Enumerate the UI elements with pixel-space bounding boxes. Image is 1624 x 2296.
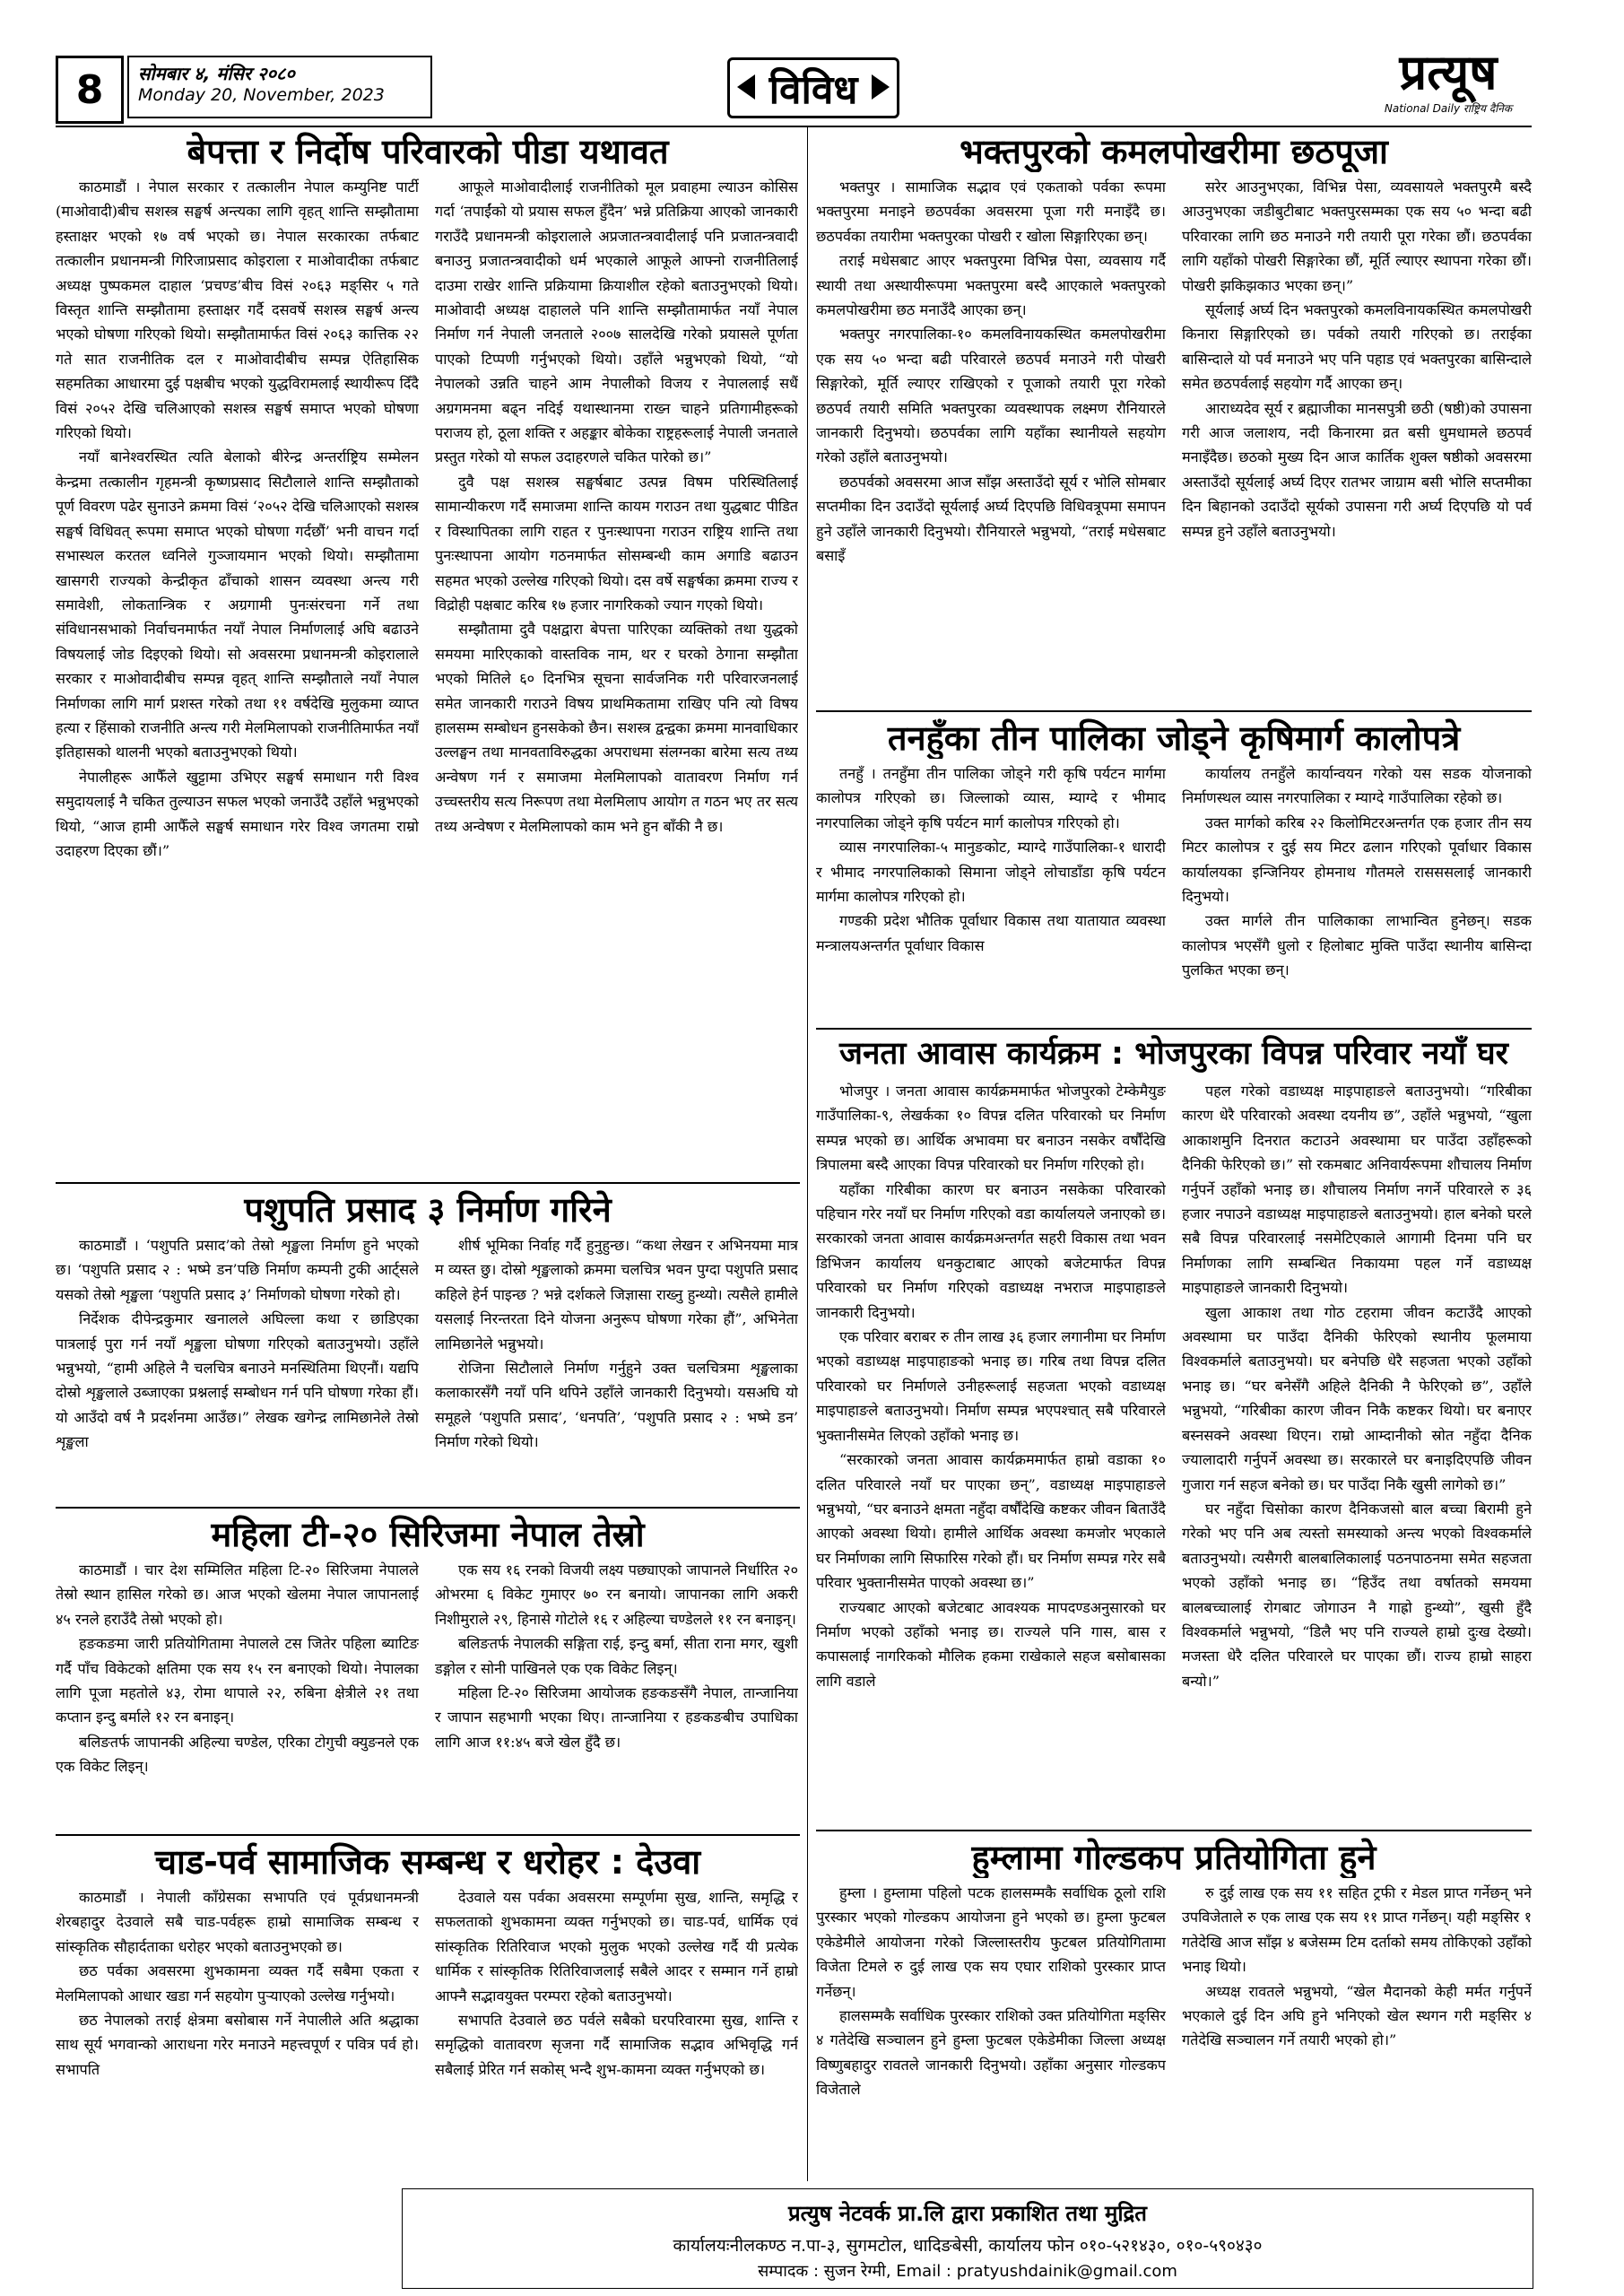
date-english: Monday 20, November, 2023 [138, 85, 385, 105]
paragraph: रु दुई लाख एक सय ११ सहित ट्रफी र मेडल प्राप्त गर्नेछन् भने उपविजेताले रु एक लाख एक सय ११ प्राप्त गर्नेछन्। यही मङ्सिर १ गतेदेखि आज साँझ ४ बजेसम्म टिम दर्ताको समय तोकिएको उहाँको भनाइ थियो। [1182, 1884, 1532, 1976]
paragraph: बलिङतर्फ नेपालकी सङ्गिता राई, इन्दु बर्मा, सीता राना मगर, खुशी डङ्गोल र सोनी पाखिनले एक एक विकेट लिइन्। [435, 1635, 798, 1677]
paragraph: हालसम्मकै सर्वाधिक पुरस्कार राशिको उक्त प्रतियोगिता मङ्सिर ४ गतेदेखि सञ्चालन हुने हुम्ला फुटबल एकेडेमीका जिल्ला अध्यक्ष विष्णुबहादुर रावतले जानकारी दिनुभयो। उहाँका अनुसार गोल्डकप विजेताले [816, 2007, 1166, 2099]
article-chhath-col1 [816, 175, 1166, 704]
paragraph: उक्त मार्गले तीन पालिकाका लाभान्वित हुनेछन्। सडक कालोपत्र भएसँगै धुलो र हिलोबाट मुक्ति पाउँदा स्थानीय बासिन्दा पुलकित भएका छन्। [1182, 912, 1532, 979]
headline-gold-cup: हुम्लामा गोल्डकप प्रतियोगिता हुने [971, 1838, 1376, 1877]
paragraph: तराई मधेसबाट आएर भक्तपुरमा विभिन्न पेसा, व्यवसाय गर्दै स्थायी तथा अस्थायीरूपमा भक्तपुरमा बस्दै आएकाले भक्तपुरको कमलपोखरीमा छठ मनाउँदै आएका छन्। [816, 252, 1166, 319]
article-women-t20-col1 [56, 1558, 419, 1827]
paragraph: पहल गरेको वडाध्यक्ष माइपाहाङले बताउनुभयो। “गरिबीका कारण धेरै परिवारको अवस्था दयनीय छ”, उहाँले भन्नुभयो, “खुला आकाशमुनि दिनरात कटाउने अवस्थामा घर पाउँदा उहाँहरूको दैनिकी फेरिएको छ।” सो रकमबाट अनिवार्यरूपमा शौचालय निर्माण गर्नुपर्ने उहाँको भनाइ छ। शौचालय निर्माण नगर्ने परिवारले रु ३६ हजार नपाउने वडाध्यक्ष माइपाहाङले बताउनुभयो। हाल बनेको घरले सबै विपन्न परिवारलाई नसमेटिएकाले आगामी दिनमा पनि घर निर्माणका लागि सम्बन्धित निकायमा पहल गर्ने वडाध्यक्ष माइपाहाङले जानकारी दिनुभयो। [1182, 1083, 1532, 1297]
article-pashupati-col1 [56, 1233, 419, 1502]
paragraph: भक्तपुर नगरपालिका-१० कमलविनायकस्थित कमलपोखरीमा एक सय ५० भन्दा बढी परिवारले छठपर्व मनाउने गरी पोखरी सिङ्गारेको, मूर्ति ल्याएर राखिएको र पूजाको तयारी पूरा गरेको छठपर्व तयारी समिति भक्तपुरका व्यवस्थापक लक्ष्मण रौनियारले जानकारी दिनुभयो। छठपर्वका लागि यहाँका स्थानीयले सहयोग गरेको उहाँले बताउनुभयो। [816, 326, 1166, 466]
paragraph: छठपर्वको अवसरमा आज साँझ अस्ताउँदो सूर्य र भोलि सोमबार सप्तमीका दिन उदाउँदो सूर्यलाई अर्घ्य दिएपछि विधिवत्रूपमा समापन हुने उहाँले जानकारी दिनुभयो। रौनियारले भन्नुभयो, “तराई मधेसबाट बसाइँ [816, 473, 1166, 565]
paragraph: नयाँ बानेश्वरस्थित त्यति बेलाको बीरेन्द्र अन्तर्राष्ट्रिय सम्मेलन केन्द्रमा तत्कालीन गृहमन्त्री कृष्णप्रसाद सिटौलाले शान्ति सम्झौताको पूर्ण विवरण पढेर सुनाउने क्रममा विसं ‘२०५२ देखि चलिआएको सशस्त्र सङ्घर्ष विधिवत् रूपमा समाप्त भएको घोषणा गर्दछौं’ भनी वाचन गर्दा सभास्थल करतल ध्वनिले गुञ्जायमान भएको थियो। सम्झौतामा खासगरी राज्यको केन्द्रीकृत ढाँचाको शासन व्यवस्था अन्त्य गरी समावेशी, लोकतान्त्रिक र अग्रगामी पुनःसंरचना गर्ने तथा संविधानसभाको निर्वाचनमार्फत नयाँ नेपाल निर्माणलाई अघि बढाउने विषयलाई जोड दिइएको थियो। सो अवसरमा प्रधानमन्त्री कोइरालाले सरकार र माओवादीबीच सम्पन्न वृहत् शान्ति सम्झौताले नयाँ नेपाल निर्माणका लागि मार्ग प्रशस्त गरेको तथा ११ वर्षदेखि मुलुकमा व्याप्त हत्या र हिंसाको राजनीति अन्त्य गरी मेलमिलापको राजनीतिमार्फत नयाँ इतिहासको थालनी भएको बताउनुभएको थियो। [56, 448, 419, 761]
paragraph: छठ पर्वका अवसरमा शुभकामना व्यक्त गर्दै सबैमा एकता र मेलमिलापको आधार खडा गर्न सहयोग पुऱ्याएको उल्लेख गर्नुभयो। [56, 1962, 419, 2005]
paragraph: सूर्यलाई अर्घ्य दिन भक्तपुरको कमलविनायकस्थित कमलपोखरी किनारा सिङ्गारिएको छ। पर्वको तयारी गरिएको छ। तराईका बासिन्दाले यो पर्व मनाउने भए पनि पहाड एवं भक्तपुरका बासिन्दाले समेत छठपर्वलाई सहयोग गर्दै आएका छन्। [1182, 301, 1532, 393]
imprint-box [402, 2188, 1533, 2289]
imprint-publisher: प्रत्युष नेटवर्क प्रा.लि द्वारा प्रकाशित तथा मुद्रित [787, 2201, 1147, 2226]
rule-janata-awas-end [816, 1830, 1532, 1831]
article-women-t20-col2 [435, 1558, 798, 1827]
paragraph: बलिङतर्फ जापानकी अहिल्या चण्डेल, एरिका टोगुची क्युङनले एक एक विकेट लिइन्। [56, 1733, 419, 1776]
article-chhath-col2 [1182, 175, 1532, 704]
headline-janata-awas: जनता आवास कार्यक्रम : भोजपुरका विपन्न परिवार नयाँ घर [839, 1036, 1508, 1072]
section-title-box [727, 57, 900, 118]
paragraph: हुम्ला । हुम्लामा पहिलो पटक हालसम्मकै सर्वाधिक ठूलो राशि पुरस्कार भएको गोल्डकप आयोजना हुने भएको छ। हुम्ला फुटबल एकेडेमीले आयोजना गरेको जिल्लास्तरीय फुटबल प्रतियोगितामा विजेता टिमले रु दुई लाख एक सय एघार राशिको पुरस्कार प्राप्त गर्नेछन्। [816, 1884, 1166, 2000]
paragraph: भक्तपुर । सामाजिक सद्भाव एवं एकताको पर्वका रूपमा भक्तपुरमा मनाइने छठपर्वका अवसरमा पूजा गरी मनाइँदै छ। छठपर्वका तयारीमा भक्तपुरका पोखरी र खोला सिङ्गारिएका छन्। [816, 178, 1166, 245]
paragraph: काठमाडौं । नेपाली काँग्रेसका सभापति एवं पूर्वप्रधानमन्त्री शेरबहादुर देउवाले सबै चाड-पर्वहरू हाम्रो सामाजिक सम्बन्ध र सांस्कृतिक सौहार्दताका धरोहर भएको बताउनुभएको छ। [56, 1889, 419, 1955]
paragraph: उक्त मार्गको करिब २२ किलोमिटरअन्तर्गत एक हजार तीन सय मिटर कालोपत्र र दुई सय मिटर ढलान गरिएको पूर्वाधार विकास कार्यालयका इन्जिनियर होमनाथ गौतमले रासससलाई जानकारी दिनुभयो। [1182, 813, 1532, 906]
paragraph: सम्झौतामा दुवै पक्षद्वारा बेपत्ता पारिएका व्यक्तिको तथा युद्धको समयमा मारिएकाको वास्तविक नाम, थर र घरको ठेगाना सम्झौता भएको मितिले ६० दिनभित्र सूचना सार्वजनिक गरी परिवारजनलाई समेत जानकारी गराउने विषय प्राथमिकतामा राखिए पनि त्यो विषय हालसम्म सम्बोधन हुनसकेको छैन। सशस्त्र द्वन्द्वका क्रममा मानवाधिकार उल्लङ्घन तथा मानवताविरुद्धका अपराधमा संलग्नका बारेमा सत्य तथ्य अन्वेषण गर्न र समाजमा मेलमिलापको वातावरण निर्माण गर्न उच्चस्तरीय सत्य निरूपण तथा मेलमिलाप आयोग त गठन भए तर सत्य तथ्य अन्वेषण र मेलमिलापको काम भने हुन बाँकी नै छ। [435, 621, 798, 835]
paragraph: अध्यक्ष रावतले भन्नुभयो, “खेल मैदानको केही मर्मत गर्नुपर्ने भएकाले दुई दिन अघि हुने भनिएको खेल स्थगन गरी मङ्सिर ४ गतेदेखि सञ्चालन गर्ने तयारी भएको हो।” [1182, 1982, 1532, 2049]
paragraph: घर नहुँदा चिसोका कारण दैनिकजसो बाल बच्चा बिरामी हुने गरेको भए पनि अब त्यस्तो समस्याको अन्त्य भएको विश्वकर्माले बताउनुभयो। त्यसैगरी बालबालिकालाई पठनपाठनमा समेत सहजता भएको उहाँको भनाइ छ। “हिउँद तथा वर्षातको समयमा बालबच्चालाई रोगबाट जोगाउन नै गाह्रो हुन्थ्यो”, खुसी हुँदै विश्वकर्माले भन्नुभयो, “डिलै भए पनि राज्यले हाम्रो दुःख देख्यो। मजस्ता धेरै दलित परिवारले घर पाएका छौं। राज्य हाम्रो साहरा बन्यो।” [1182, 1500, 1532, 1690]
paragraph: छठ नेपालको तराई क्षेत्रमा बसोबास गर्ने नेपालीले अति श्रद्धाका साथ सूर्य भगवान्को आराधना गरेर मनाउने महत्त्वपूर्ण र पवित्र पर्व हो। सभापति [56, 2012, 419, 2078]
article-krishimarga-col2 [1182, 761, 1532, 1022]
paragraph: हङकङमा जारी प्रतियोगितामा नेपालले टस जितेर पहिला ब्याटिङ गर्दै पाँच विकेटको क्षतिमा एक सय १५ रन बनाएको थियो। नेपालका लागि पूजा महतोले ४३, रोमा थापाले २२, रुबिना क्षेत्रीले २१ तथा कप्तान इन्दु बर्माले १२ रन बनाइन्। [56, 1635, 419, 1726]
paragraph: भोजपुर । जनता आवास कार्यक्रममार्फत भोजपुरको टेम्केमैयुङ गाउँपालिका-९, लेखर्कका १० विपन्न दलित परिवारको घर निर्माण सम्पन्न भएको छ। आर्थिक अभावमा घर बनाउन नसकेर वर्षौंदेखि त्रिपालमा बस्दै आएका विपन्न परिवारको घर निर्माण गरिएको हो। [816, 1083, 1166, 1174]
paragraph: कार्यालय तनहुँले कार्यान्वयन गरेको यस सडक योजनाको निर्माणस्थल व्यास नगरपालिका र म्याग्दे गाउँपालिका रहेको छ। [1182, 765, 1532, 807]
arrow-left-icon [737, 74, 755, 100]
paragraph: आराध्यदेव सूर्य र ब्रह्माजीका मानसपुत्री छठी (षष्ठी)को उपासना गरी आज जलाशय, नदी किनारमा व्रत बसी धुमधामले छठपर्व मनाइँदैछ। छठको मुख्य दिन आज कार्तिक शुक्ल षष्ठीको अवसरमा अस्ताउँदो सूर्यलाई अर्घ्य दिएर रातभर जाग्राम बसी भोलि सप्तमीका दिन बिहानको उदाउँदो सूर्यको उपासना गरी अर्घ्य दिएपछि यो पर्व सम्पन्न हुने उहाँले बताउनुभयो। [1182, 399, 1532, 540]
paragraph: रोजिना सिटौलाले निर्माण गर्नुहुने उक्त चलचित्रमा शृङ्खलाका कलाकारसँगै नयाँ पनि थपिने उहाँले जानकारी दिनुभयो। यसअघि यो समूहले ‘पशुपति प्रसाद’, ‘धनपति’, ‘पशुपति प्रसाद २ : भष्मे डन’ निर्माण गरेको थियो। [435, 1360, 798, 1451]
paragraph: काठमाडौं । ‘पशुपति प्रसाद’को तेस्रो शृङ्खला निर्माण हुने भएको छ। ‘पशुपति प्रसाद २ : भष्मे डन’पछि निर्माण कम्पनी टुकी आर्ट्सले यसको तेस्रो शृङ्खला ‘पशुपति प्रसाद ३’ निर्माणको घोषणा गरेको हो। [56, 1237, 419, 1303]
newspaper-logo [1323, 43, 1574, 129]
paragraph: गण्डकी प्रदेश भौतिक पूर्वाधार विकास तथा यातायात व्यवस्था मन्त्रालयअन्तर्गत पूर्वाधार विकास [816, 912, 1166, 954]
imprint-office: कार्यालयःनीलकण्ठ न.पा-३, सुगमटोल, धादिङबेसी, कार्यालय फोन ०१०-५२१४३०, ०१०-५९०४३० [673, 2236, 1263, 2256]
headline-pashupati: पशुपति प्रसाद ३ निर्माण गरिने [244, 1190, 612, 1230]
article-chad-parva-col1 [56, 1885, 419, 2181]
article-krishimarga-col1 [816, 761, 1166, 1022]
article-missing-col2 [435, 175, 798, 1175]
paragraph: काठमाडौं । नेपाल सरकार र तत्कालीन नेपाल कम्युनिष्ट पार्टी (माओवादी)बीच सशस्त्र सङ्घर्ष अन्त्यका लागि वृहत् शान्ति सम्झौतामा हस्ताक्षर भएको १७ वर्ष भएको छ। नेपाल सरकारका तर्फबाट तत्कालीन प्रधानमन्त्री गिरिजाप्रसाद कोइराला र माओवादीका तर्फबाट अध्यक्ष पुष्पकमल दाहाल ‘प्रचण्ड’बीच विसं २०६३ मङ्सिर ५ गते विस्तृत शान्ति सम्झौतामा हस्ताक्षर गर्दै दसवर्षे सशस्त्र सङ्घर्ष अन्त्य भएको घोषणा गरिएको थियो। सम्झौतामार्फत विसं २०६३ कात्तिक २२ गते सात राजनीतिक दल र माओवादीबीच सम्पन्न ऐतिहासिक सहमतिका आधारमा दुई पक्षबीच भएको युद्धविरामलाई स्थायीरूप दिँदै विसं २०५२ देखि चलिआएको सशस्त्र सङ्घर्ष समाप्त भएको घोषणा गरिएको थियो। [56, 178, 419, 442]
logo-text: प्रत्यूष [1399, 43, 1498, 100]
article-janata-awas-col1 [816, 1079, 1166, 1823]
page-number: 8 [56, 56, 124, 124]
paragraph: शीर्ष भूमिका निर्वाह गर्दै हुनुहुन्छ। “कथा लेखन र अभिनयमा मात्र म व्यस्त छु। दोस्रो शृङ्खलाको क्रममा चलचित्र भवन पुग्दा पशुपति प्रसाद कहिले हेर्न पाइन्छ ? भन्ने दर्शकले जिज्ञासा राख्नु हुन्थ्यो। त्यसैले हामीले यसलाई निरन्तरता दिने योजना अनुरूप घोषणा गरेका हौं”, अभिनेता लामिछानेले भन्नुभयो। [435, 1237, 798, 1352]
column-divider [807, 127, 808, 2181]
paragraph: काठमाडौं । चार देश सम्मिलित महिला टि-२० सिरिजमा नेपालले तेस्रो स्थान हासिल गरेको छ। आज भएको खेलमा नेपाल जापानलाई ४५ रनले हराउँदै तेस्रो भएको हो। [56, 1561, 419, 1628]
rule-chhath-end [816, 710, 1532, 712]
paragraph: आफूले माओवादीलाई राजनीतिको मूल प्रवाहमा ल्याउन कोसिस गर्दा ‘तपाईंको यो प्रयास सफल हुँदैन’ भन्ने प्रतिक्रिया आएको जानकारी गराउँदै प्रधानमन्त्री कोइरालाले अप्रजातन्त्रवादीलाई पनि प्रजातन्त्रवादी बनाउनु प्रजातन्त्रवादीको धर्म भएकाले आफूले आफ्नो राजनीतिलाई दाउमा राखेर शान्ति प्रक्रियामा क्रियाशील रहेको बताउनुभएको थियो। माओवादी अध्यक्ष दाहालले पनि शान्ति सम्झौतामार्फत नयाँ नेपाल निर्माण गर्न नेपाली जनताले २००७ सालदेखि गरेको प्रयासले पूर्णता पाएको टिप्पणी गर्नुभएको थियो। उहाँले भन्नुभएको थियो, “यो नेपालको उन्नति चाहने आम नेपालीको विजय र नेपाललाई सधैं अग्रगमनमा बढ्न नदिई यथास्थानमा राख्न चाहने प्रतिगामीहरूको पराजय हो, ठूला शक्ति र अहङ्कार बोकेका राष्ट्रहरूलाई नेपाली जनताले प्रस्तुत गरेको यो सफल उदाहरणले चकित पारेको छ।” [435, 178, 798, 466]
paragraph: तनहुँ । तनहुँमा तीन पालिका जोड्ने गरी कृषि पर्यटन मार्गमा कालोपत्र गरिएको छ। जिल्लाको व्यास, म्याग्दे र भीमाद नगरपालिका जोड्ने कृषि पर्यटन मार्ग कालोपत्र गरिएको हो। [816, 765, 1166, 831]
paragraph: निर्देशक दीपेन्द्रकुमार खनालले अघिल्ला कथा र छाडिएका पात्रलाई पुरा गर्न नयाँ शृङ्खला घोषणा गरिएको बताउनुभयो। उहाँले भन्नुभयो, “हामी अहिले नै चलचित्र बनाउने मनस्थितिमा थिएनौं। यद्यपि दोस्रो शृङ्खलाले उब्जाएका प्रश्नलाई सम्बोधन गर्न पनि घोषणा गरेका हौं। यो आउँदो वर्ष नै प्रदर्शनमा आउँछ।” लेखक खगेन्द्र लामिछानेले तेस्रो शृङ्खला [56, 1310, 419, 1451]
date-box [127, 56, 432, 118]
headline-chad-parva: चाड-पर्व सामाजिक सम्बन्ध र धरोहर : देउवा [154, 1842, 701, 1882]
rule-women-t20-end [56, 1834, 800, 1836]
rule-krishimarga-end [816, 1028, 1532, 1030]
paragraph: नेपालीहरू आफैँले खुट्टामा उभिएर सङ्घर्ष समाधान गरी विश्व समुदायलाई नै चकित तुल्याउन सफल भएको जनाउँदै उहाँले भन्नुभएको थियो, “आज हामी आफैँले सङ्घर्ष समाधान गरेर विश्व जगतमा राम्रो उदाहरण दिएका छौं।” [56, 768, 419, 859]
rule-pashupati-end [56, 1507, 800, 1509]
paragraph: राज्यबाट आएको बजेटबाट आवश्यक मापदण्डअनुसारको घर निर्माण भएको उहाँको भनाइ छ। राज्यले पनि गास, बास र कपासलाई नागरिकको मौलिक हकमा राखेकाले सहज बसोबासका लागि वडाले [816, 1598, 1166, 1690]
paragraph: दुवै पक्ष सशस्त्र सङ्घर्षबाट उत्पन्न विषम परिस्थितिलाई सामान्यीकरण गर्दै समाजमा शान्ति कायम गराउन तथा युद्धबाट पीडित र विस्थापितका लागि राहत र पुनःस्थापना गराउन राष्ट्रिय शान्ति तथा पुनःस्थापना आयोग गठनमार्फत सोसम्बन्धी काम अगाडि बढाउन सहमत भएको उल्लेख गरिएको थियो। दस वर्षे सङ्घर्षका क्रममा राज्य र विद्रोही पक्षबाट करिब १७ हजार नागरिकको ज्यान गएको थियो। [435, 473, 798, 613]
article-gold-cup-col2 [1182, 1881, 1532, 2181]
paragraph: “सरकारको जनता आवास कार्यक्रममार्फत हाम्रो वडाका १० दलित परिवारले नयाँ घर पाएका छन्”, वडाध्यक्ष माइपाहाङले भन्नुभयो, “घर बनाउने क्षमता नहुँदा वर्षौंदेखि कष्टकर जीवन बिताउँदै आएको अवस्था थियो। हामीले आर्थिक अवस्था कमजोर भएकाले घर निर्माणका लागि सिफारिस गरेको हौं। घर निर्माण सम्पन्न गरेर सबै परिवार भुक्तानीसमेत पाएको अवस्था छ।” [816, 1451, 1166, 1592]
article-missing-col1 [56, 175, 419, 1175]
paragraph: यहाँका गरिबीका कारण घर बनाउन नसकेका परिवारको पहिचान गरेर नयाँ घर निर्माण गरिएको वडा कार्यालयले जनाएको छ। सरकारको जनता आवास कार्यक्रमअन्तर्गत सहरी विकास तथा भवन डिभिजन कार्यालय धनकुटाबाट आएको बजेटमार्फत विपन्न परिवारको घर निर्माण गरिएको वडाध्यक्ष नभराज माइपाहाङले जानकारी दिनुभयो। [816, 1180, 1166, 1321]
logo-tagline: National Daily राष्ट्रिय दैनिक [1384, 102, 1513, 115]
date-nepali: सोमबार ४, मंसिर २०८० [138, 63, 295, 84]
paragraph: सरेर आउनुभएका, विभिन्न पेसा, व्यवसायले भक्तपुरमै बस्दै आउनुभएका जडीबुटीबाट भक्तपुरसम्मका एक सय ५० भन्दा बढी परिवारका लागि छठ मनाउने गरी तयारी पूरा गरेका छौं। छठपर्वका लागि यहाँको पोखरी सिङ्गारेका छौं, मूर्ति ल्याएर स्थापना गरेका छौं। पोखरी झकिझकाउ भएका छन्।” [1182, 178, 1532, 294]
headline-krishimarga: तनहुँका तीन पालिका जोड्ने कृषिमार्ग कालोपत्रे [887, 718, 1461, 758]
section-title: विविध [769, 67, 858, 113]
headline-missing: बेपत्ता र निर्दोष परिवारको पीडा यथावत [187, 132, 669, 171]
headline-chhath: भक्तपुरको कमलपोखरीमा छठपूजा [960, 132, 1388, 171]
imprint-editor: सम्पादक : सुजन रेग्मी, Email : pratyushdainik@gmail.com [758, 2262, 1177, 2281]
headline-women-t20: महिला टी-२० सिरिजमा नेपाल तेस्रो [211, 1515, 645, 1554]
paragraph: व्यास नगरपालिका-५ मानुङकोट, म्याग्दे गाउँपालिका-१ धारादी र भीमाद नगरपालिकाको सिमाना जोड्ने लोचाडाँडा कृषि पर्यटन मार्गमा कालोपत्र गरिएको हो। [816, 839, 1166, 906]
paragraph: महिला टि-२० सिरिजमा आयोजक हङकङसँगै नेपाल, तान्जानिया र जापान सहभागी भएका थिए। तान्जानिया र हङकङबीच उपाधिका लागि आज ११:४५ बजे खेल हुँदै छ। [435, 1684, 798, 1751]
paragraph: एक सय १६ रनको विजयी लक्ष्य पछ्याएको जापानले निर्धारित २० ओभरमा ६ विकेट गुमाएर ७० रन बनायो। जापानका लागि अकरी निशीमुराले २९, हिनासे गोटोले १६ र अहिल्या चण्डेलले ११ रन बनाइन्। [435, 1561, 798, 1628]
section-title-wrap [665, 56, 961, 120]
paragraph: देउवाले यस पर्वका अवसरमा सम्पूर्णमा सुख, शान्ति, समृद्धि र सफलताको शुभकामना व्यक्त गर्नुभएको छ। चाड-पर्व, धार्मिक एवं सांस्कृतिक रितिरिवाज भएको मुलुक भएको उल्लेख गर्दै यी प्रत्येक धार्मिक र सांस्कृतिक रितिरिवाजलाई सबैले आदर र सम्मान गर्ने हाम्रो आफ्नै सद्भावयुक्त परम्परा रहेको बताउनुभयो। [435, 1889, 798, 2005]
paragraph: एक परिवार बराबर रु तीन लाख ३६ हजार लगानीमा घर निर्माण भएको वडाध्यक्ष माइपाहाङको भनाइ छ। गरिब तथा विपन्न दलित परिवारको घर निर्माणले उनीहरूलाई सहजता भएको वडाध्यक्ष माइपाहाङले बताउनुभयो। निर्माण सम्पन्न भएपश्चात् सबै परिवारले भुक्तानीसमेत लिएको उहाँको भनाइ छ। [816, 1328, 1166, 1444]
rule-missing-end [56, 1182, 800, 1184]
arrow-right-icon [872, 74, 890, 100]
paragraph: सभापति देउवाले छठ पर्वले सबैको घरपरिवारमा सुख, शान्ति र समृद्धिको वातावरण सृजना गर्दै सामाजिक सद्भाव अभिवृद्धि गर्न सबैलाई प्रेरित गर्न सकोस् भन्दै शुभ-कामना व्यक्त गर्नुभएको छ। [435, 2012, 798, 2078]
article-janata-awas-col2 [1182, 1079, 1532, 1823]
article-chad-parva-col2 [435, 1885, 798, 2181]
article-pashupati-col2 [435, 1233, 798, 1502]
article-gold-cup-col1 [816, 1881, 1166, 2181]
paragraph: खुला आकाश तथा गोठ टहरामा जीवन कटाउँदै आएको अवस्थामा घर पाउँदा दैनिकी फेरिएको स्थानीय फूलमाया विश्वकर्माले बताउनुभयो। घर बनेपछि धेरै सहजता भएको उहाँको भनाइ छ। “घर बनेसँगै अहिले दैनिकी नै फेरिएको छ”, उहाँले भन्नुभयो, “गरिबीका कारण जीवन निकै कष्टकर थियो। घर बनाएर बस्नसक्ने अवस्था थिएन। राम्रो आम्दानीको स्रोत नहुँदा दैनिक ज्यालादारी गर्नुपर्ने अवस्था छ। सरकारले घर बनाइदिएपछि जीवन गुजारा गर्न सहज बनेको छ। घर पाउँदा निकै खुसी लागेको छ।” [1182, 1303, 1532, 1493]
